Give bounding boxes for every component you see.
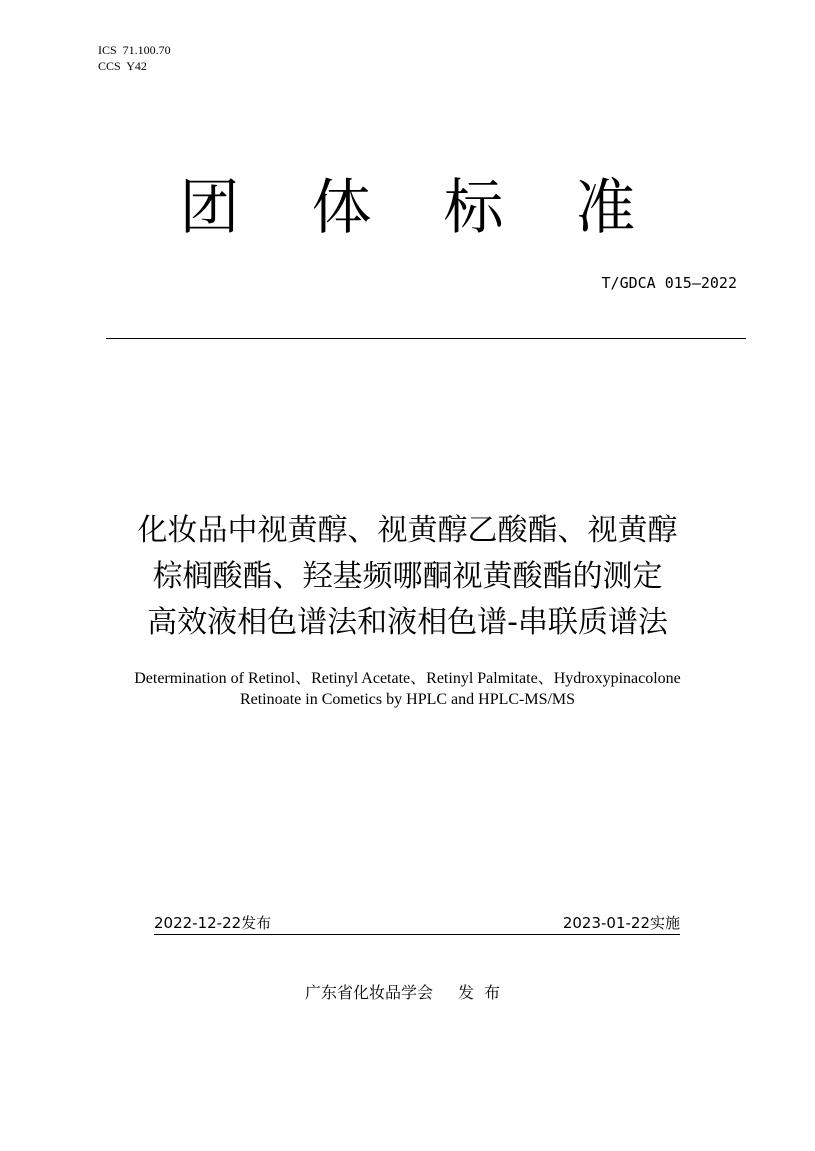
chinese-title-line-3: 高效液相色谱法和液相色谱-串联质谱法 [147, 605, 668, 640]
standard-type-title: 团体标准 [179, 173, 708, 243]
issuer-action: 发布 [458, 983, 511, 1002]
implement-date: 2023-01-22实施 [562, 914, 680, 932]
publish-date: 2022-12-22发布 [154, 914, 272, 932]
classification-codes [98, 42, 171, 74]
date-row [154, 912, 680, 935]
chinese-title-line-1: 化妆品中视黄醇、视黄醇乙酸酯、视黄醇 [137, 513, 678, 548]
header-divider [106, 338, 746, 339]
standard-number: T/GDCA 015—2022 [601, 274, 737, 292]
issuer-name: 广东省化妆品学会 [304, 983, 433, 1002]
english-title [0, 668, 815, 710]
chinese-title-line-2: 棕榈酸酯、羟基频哪酮视黄酸酯的测定 [152, 559, 663, 594]
ics-code: ICS 71.100.70 [98, 43, 171, 57]
english-title-line-1: Determination of Retinol、Retinyl Acetate、Retinyl Palmitate、Hydroxypinacolone [134, 670, 681, 687]
ccs-code: CCS Y42 [98, 59, 147, 73]
issuer [0, 980, 815, 1003]
chinese-title [0, 508, 815, 646]
english-title-line-2: Retinoate in Cometics by HPLC and HPLC-MS/MS [239, 691, 576, 708]
